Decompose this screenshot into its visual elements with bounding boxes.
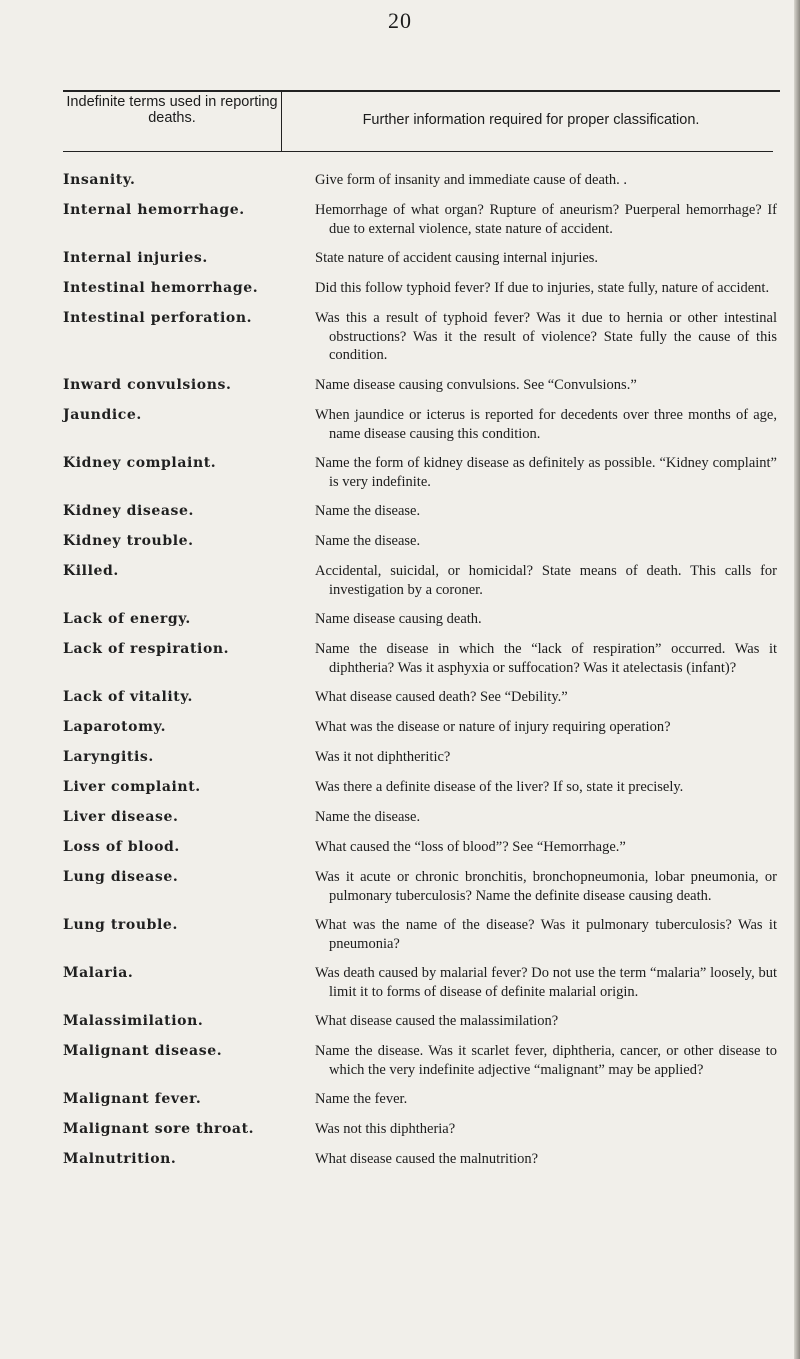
info-jaundice: When jaundice or icterus is reported for decedents over three months of age, name disease causing this condition.: [315, 407, 777, 442]
info-malignant-disease: Name the disease. Was it scarlet fever, diphtheria, cancer, or other disease to which the very indefinite adjective “malignant” may be applied?: [315, 1043, 777, 1078]
term-kidney-complaint: Kidney complaint.: [63, 455, 217, 471]
info-lung-trouble: What was the name of the disease? Was it pulmonary tuberculosis? Was it pneumonia?: [315, 917, 777, 952]
term-inward-convulsions: Inward convulsions.: [63, 377, 232, 393]
term-lack-of-vitality: Lack of vitality.: [63, 689, 193, 705]
term-malignant-fever: Malignant fever.: [63, 1091, 202, 1107]
info-liver-complaint: Was there a definite disease of the liver? If so, state it precisely.: [315, 779, 684, 795]
term-malnutrition: Malnutrition.: [63, 1151, 177, 1167]
header-right: Further information required for proper classification.: [362, 112, 700, 128]
term-kidney-trouble: Kidney trouble.: [63, 533, 194, 549]
info-killed: Accidental, suicidal, or homicidal? State means of death. This calls for investigation by a coroner.: [315, 563, 777, 598]
info-kidney-disease: Name the disease.: [315, 503, 421, 519]
term-loss-of-blood: Loss of blood.: [63, 839, 180, 855]
term-internal-hemorrhage: Internal hemorrhage.: [63, 202, 245, 218]
info-lack-of-energy: Name disease causing death.: [315, 611, 482, 627]
term-jaundice: Jaundice.: [63, 407, 142, 423]
info-kidney-complaint: Name the form of kidney disease as definitely as possible. “Kidney complaint” is very indefinite.: [315, 455, 777, 490]
info-malignant-fever: Name the fever.: [315, 1091, 408, 1107]
page-number: 20: [388, 8, 412, 33]
term-liver-disease: Liver disease.: [63, 809, 179, 825]
term-lung-trouble: Lung trouble.: [63, 917, 178, 933]
info-loss-of-blood: What caused the “loss of blood”? See “Hemorrhage.”: [315, 839, 626, 855]
info-internal-hemorrhage: Hemorrhage of what organ? Rupture of aneurism? Puerperal hemorrhage? If due to external violence, state nature of accident.: [315, 202, 777, 237]
term-intestinal-hemorrhage: Intestinal hemorrhage.: [63, 280, 259, 296]
info-laparotomy: What was the disease or nature of injury requiring operation?: [315, 719, 671, 735]
info-malignant-sore-throat: Was not this diphtheria?: [315, 1121, 456, 1137]
info-lack-of-respiration: Name the disease in which the “lack of respiration” occurred. Was it diphtheria? Was it asphyxia or suffocation? Was it atelectasis (infant)?: [315, 641, 777, 676]
term-kidney-disease: Kidney disease.: [63, 503, 195, 519]
info-intestinal-perforation: Was this a result of typhoid fever? Was it due to hernia or other intestinal obstructions? Was it the result of violence? State fully the cause of this condition.: [315, 310, 777, 363]
info-internal-injuries: State nature of accident causing internal injuries.: [315, 250, 599, 266]
term-lack-of-respiration: Lack of respiration.: [63, 641, 230, 657]
header-left: Indefinite terms used in reporting deaths.: [66, 94, 278, 126]
term-laparotomy: Laparotomy.: [63, 719, 167, 735]
term-laryngitis: Laryngitis.: [63, 749, 154, 765]
term-lung-disease: Lung disease.: [63, 869, 179, 885]
term-malignant-sore-throat: Malignant sore throat.: [63, 1121, 255, 1137]
term-lack-of-energy: Lack of energy.: [63, 611, 191, 627]
term-intestinal-perforation: Intestinal perforation.: [63, 310, 253, 326]
info-malassimilation: What disease caused the malassimilation?: [315, 1013, 559, 1029]
term-malignant-disease: Malignant disease.: [63, 1043, 223, 1059]
info-malaria: Was death caused by malarial fever? Do not use the term “malaria” loosely, but limit it to forms of disease of definite malarial origin.: [315, 965, 777, 1000]
info-intestinal-hemorrhage: Did this follow typhoid fever? If due to injuries, state fully, nature of accident.: [315, 280, 770, 296]
term-killed: Killed.: [63, 563, 119, 579]
term-insanity: Insanity.: [63, 172, 136, 188]
info-kidney-trouble: Name the disease.: [315, 533, 421, 549]
info-malnutrition: What disease caused the malnutrition?: [315, 1151, 539, 1167]
info-lack-of-vitality: What disease caused death? See “Debility.”: [315, 689, 568, 705]
info-liver-disease: Name the disease.: [315, 809, 421, 825]
info-laryngitis: Was it not diphtheritic?: [315, 749, 451, 765]
term-internal-injuries: Internal injuries.: [63, 250, 208, 266]
term-malassimilation: Malassimilation.: [63, 1013, 204, 1029]
page-edge-shadow: [794, 0, 800, 1359]
info-insanity: Give form of insanity and immediate cause of death. .: [315, 172, 628, 188]
term-liver-complaint: Liver complaint.: [63, 779, 201, 795]
info-lung-disease: Was it acute or chronic bronchitis, bronchopneumonia, lobar pneumonia, or pulmonary tuberculosis? Name the definite disease causing death.: [315, 869, 777, 904]
term-malaria: Malaria.: [63, 965, 134, 981]
info-inward-convulsions: Name disease causing convulsions. See “Convulsions.”: [315, 377, 637, 393]
